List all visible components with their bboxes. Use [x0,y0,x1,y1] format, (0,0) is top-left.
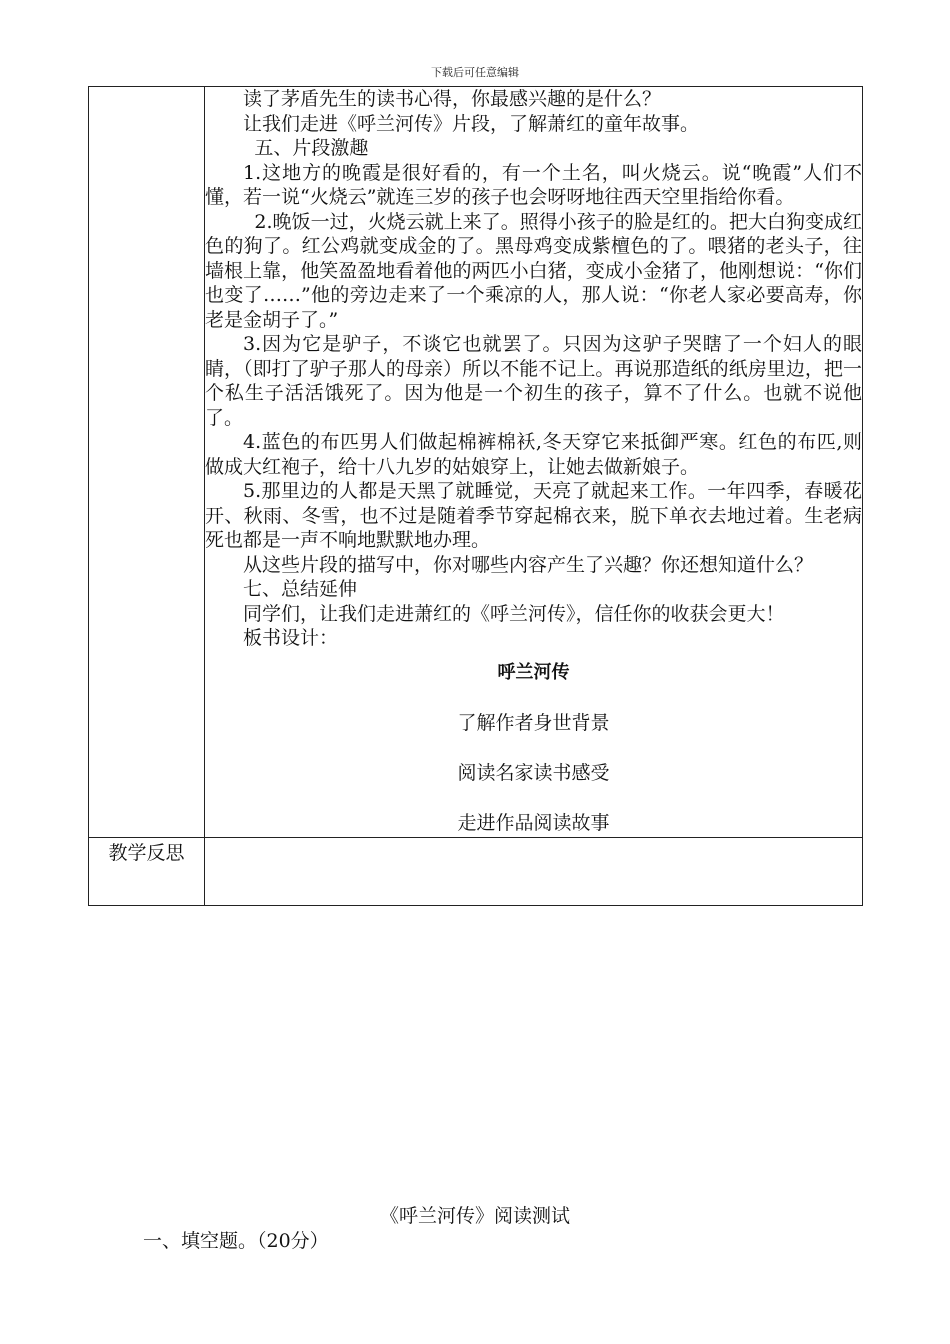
table-row [89,837,863,905]
board-line: 了解作者身世背景 [457,711,610,734]
board-line: 走进作品阅读故事 [457,811,610,834]
paragraph: 板书设计： [243,627,339,649]
paragraph: 1.这地方的晚霞是很好看的，有一个土名，叫火烧云。说“晚霞”人们不懂，若一说“火烧云”就连三岁的孩子也会呀呀地往西天空里指给你看。 [205,161,862,208]
paragraph: 4.蓝色的布匹男人们做起棉裤棉袄,冬天穿它来抵御严寒。红色的布匹,则做成大红袍子，给十八九岁的姑娘穿上，让她去做新娘子。 [205,431,862,478]
reflection-content-cell [205,837,863,905]
paragraph: 让我们走进《呼兰河传》片段，了解萧红的童年故事。 [243,112,700,135]
table-row [89,87,863,838]
lesson-table [88,86,863,906]
section-heading: 五、片段激趣 [254,137,369,159]
paragraph: 2.晚饭一过，火烧云就上来了。照得小孩子的脸是红的。把大白狗变成红色的狗了。红公鸡就变成金的了。黑母鸡变成紫檀色的了。喂猪的老头子，往墙根上靠，他笑盈盈地看着他的两匹小白猪，变成小金猪了，他刚想说：“你们也变了……”他的旁边走来了一个乘凉的人，那人说：“你老人家必要高寿，你老是金胡子了。” [205,210,862,331]
paragraph: 同学们，让我们走进萧红的《呼兰河传》，信任你的收获会更大！ [243,602,785,625]
section-one-heading: 一、填空题。（20分） [143,1230,329,1252]
board-design [205,659,862,837]
header-note: 下载后可任意编辑 [431,66,519,79]
board-line: 阅读名家读书感受 [457,761,610,784]
section-heading: 七、总结延伸 [243,578,358,600]
test-title: 《呼兰河传》阅读测试 [379,1205,570,1227]
content-cell [205,87,863,838]
paragraph: 从这些片段的描写中，你对哪些内容产生了兴趣？你还想知道什么？ [243,553,814,576]
paragraph: 读了茅盾先生的读书心得，你最感兴趣的是什么？ [243,88,662,110]
paragraph: 3.因为它是驴子，不谈它也就罢了。只因为这驴子哭瞎了一个妇人的眼睛，（即打了驴子那人的母亲）所以不能不记上。再说那造纸的纸房里边，把一个私生子活活饿死了。因为他是一个初生的孩子，算不了什么。也就不说他了。 [205,333,862,429]
reflection-label: 教学反思 [89,837,205,905]
left-column-cell [89,87,205,838]
board-title: 呼兰河传 [497,661,570,683]
paragraph: 5.那里边的人都是天黑了就睡觉，天亮了就起来工作。一年四季，春暖花开、秋雨、冬雪，也不过是随着季节穿起棉衣来，脱下单衣去地过着。生老病死也都是一声不响地默默地办理。 [205,480,862,551]
